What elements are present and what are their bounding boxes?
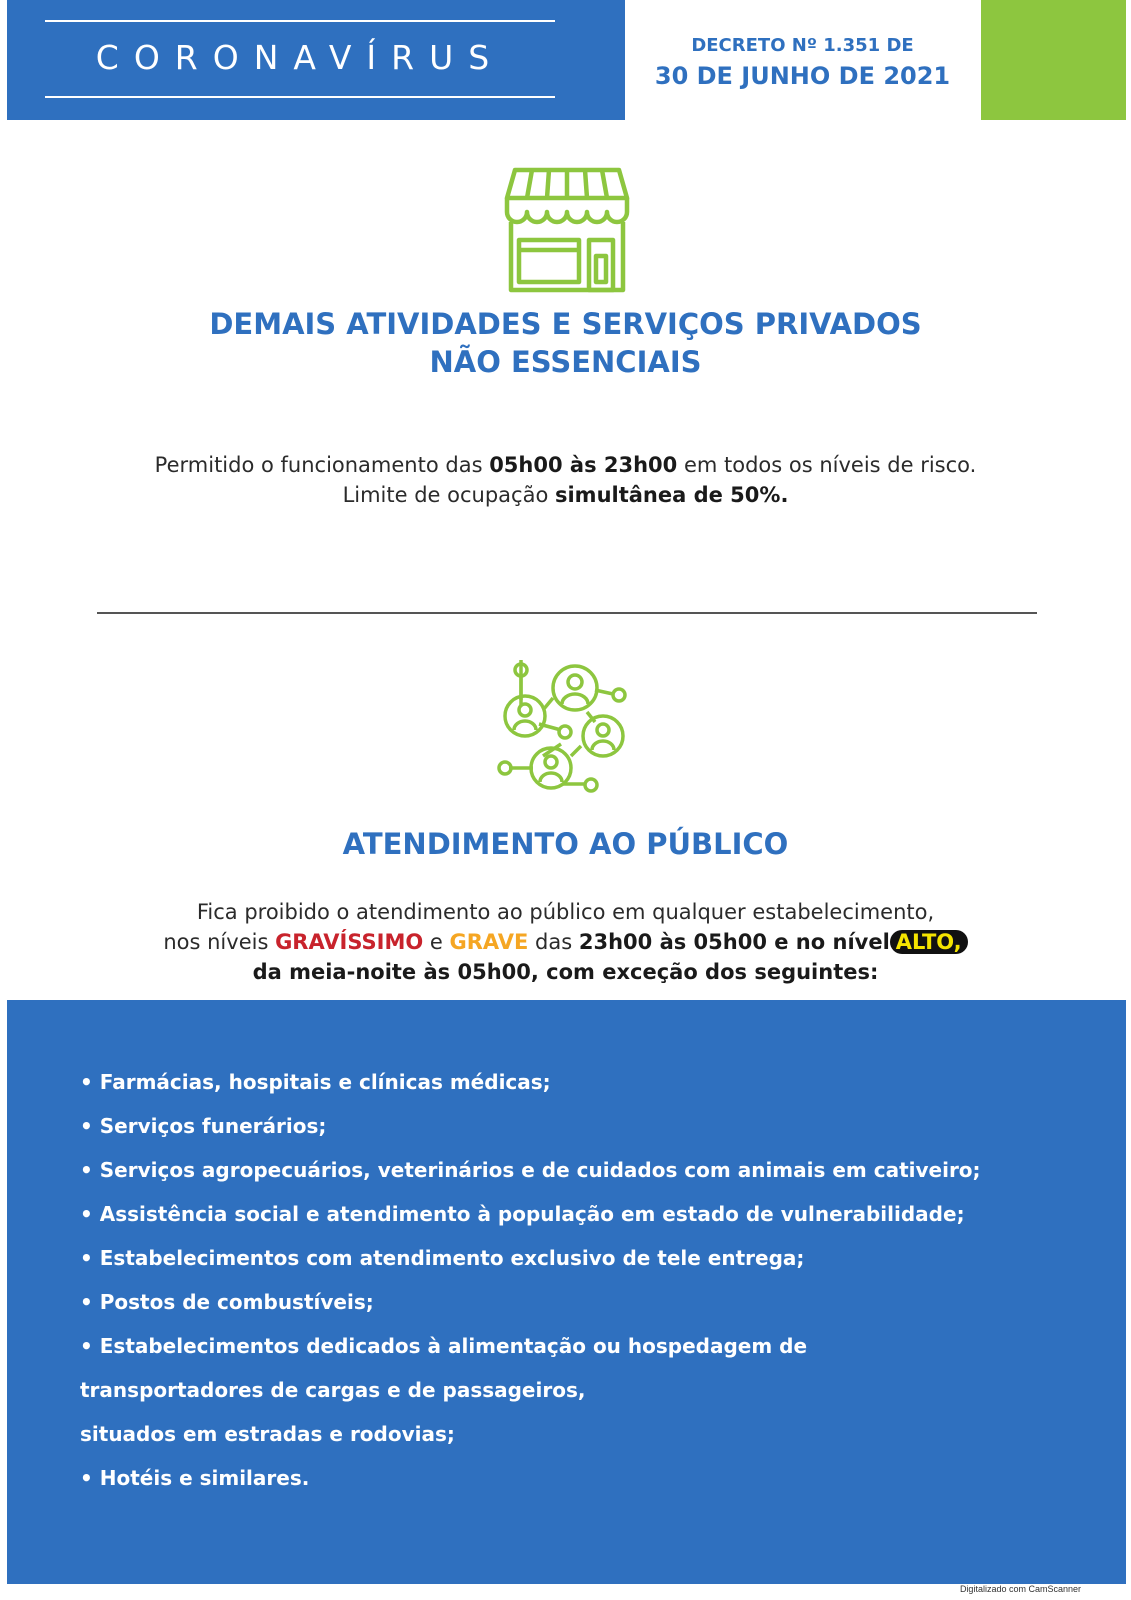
section2-line-2 xyxy=(0,927,1131,957)
list-item: • Assistência social e atendimento à população em estado de vulnerabilidade; xyxy=(80,1202,965,1226)
level-alto-badge: ALTO, xyxy=(890,930,968,954)
text-span: em todos os níveis de risco. xyxy=(677,453,977,477)
text-span: e xyxy=(423,930,450,954)
list-item: • Estabelecimentos com atendimento exclusivo de tele entrega; xyxy=(80,1246,805,1270)
header-green-block xyxy=(981,0,1126,120)
level-grave: GRAVE xyxy=(449,930,529,954)
section1-body xyxy=(0,450,1131,510)
list-item: • Estabelecimentos dedicados à alimentação ou hospedagem de xyxy=(80,1334,808,1358)
exceptions-list xyxy=(80,1060,981,1500)
occupancy-bold: simultânea de 50%. xyxy=(554,483,789,507)
list-item: • Hotéis e similares. xyxy=(80,1466,310,1490)
list-item: • Farmácias, hospitais e clínicas médicas; xyxy=(80,1070,551,1094)
section2-heading: ATENDIMENTO AO PÚBLICO xyxy=(342,827,789,861)
level-gravissimo: GRAVÍSSIMO xyxy=(275,930,424,954)
storefront-icon xyxy=(503,166,631,296)
header-bottom-rule xyxy=(45,96,555,98)
text-span: Limite de ocupação xyxy=(342,483,555,507)
section1-paragraph-2 xyxy=(0,480,1131,510)
section1-heading-line2: NÃO ESSENCIAIS xyxy=(429,345,702,379)
section2-line-1: Fica proibido o atendimento ao público em qualquer estabelecimento, xyxy=(196,900,935,924)
decree-number: DECRETO Nº 1.351 DE xyxy=(691,35,914,56)
text-span: nos níveis xyxy=(163,930,276,954)
hours-bold: 23h00 às 05h00 e no nível xyxy=(578,930,890,954)
exceptions-panel xyxy=(7,1000,1126,1584)
section2-body xyxy=(0,897,1131,987)
list-item-continued: situados em estradas e rodovias; xyxy=(80,1422,455,1446)
text-span: Permitido o funcionamento das xyxy=(154,453,490,477)
exceptions-intro: da meia-noite às 05h00, com exceção dos seguintes: xyxy=(252,960,879,984)
list-item: • Postos de combustíveis; xyxy=(80,1290,374,1314)
header-top-rule xyxy=(45,20,555,22)
decree-date: 30 DE JUNHO DE 2021 xyxy=(654,62,951,90)
decree-info xyxy=(625,0,980,120)
header-title: CORONAVÍRUS xyxy=(95,38,505,77)
list-item-continued: transportadores de cargas e de passageiros, xyxy=(80,1378,586,1402)
section1-heading-line1: DEMAIS ATIVIDADES E SERVIÇOS PRIVADOS xyxy=(209,307,922,341)
text-span: das xyxy=(528,930,579,954)
list-item: • Serviços funerários; xyxy=(80,1114,327,1138)
hours-bold: 05h00 às 23h00 xyxy=(489,453,678,477)
section1-paragraph-1 xyxy=(0,450,1131,480)
scanner-footnote: Digitalizado com CamScanner xyxy=(959,1584,1081,1594)
section1-heading xyxy=(0,305,1131,381)
people-network-icon xyxy=(497,660,637,800)
header-banner xyxy=(7,0,625,120)
section2-line-3 xyxy=(0,957,1131,987)
section-divider xyxy=(97,612,1037,614)
list-item: • Serviços agropecuários, veterinários e de cuidados com animais em cativeiro; xyxy=(80,1158,981,1182)
